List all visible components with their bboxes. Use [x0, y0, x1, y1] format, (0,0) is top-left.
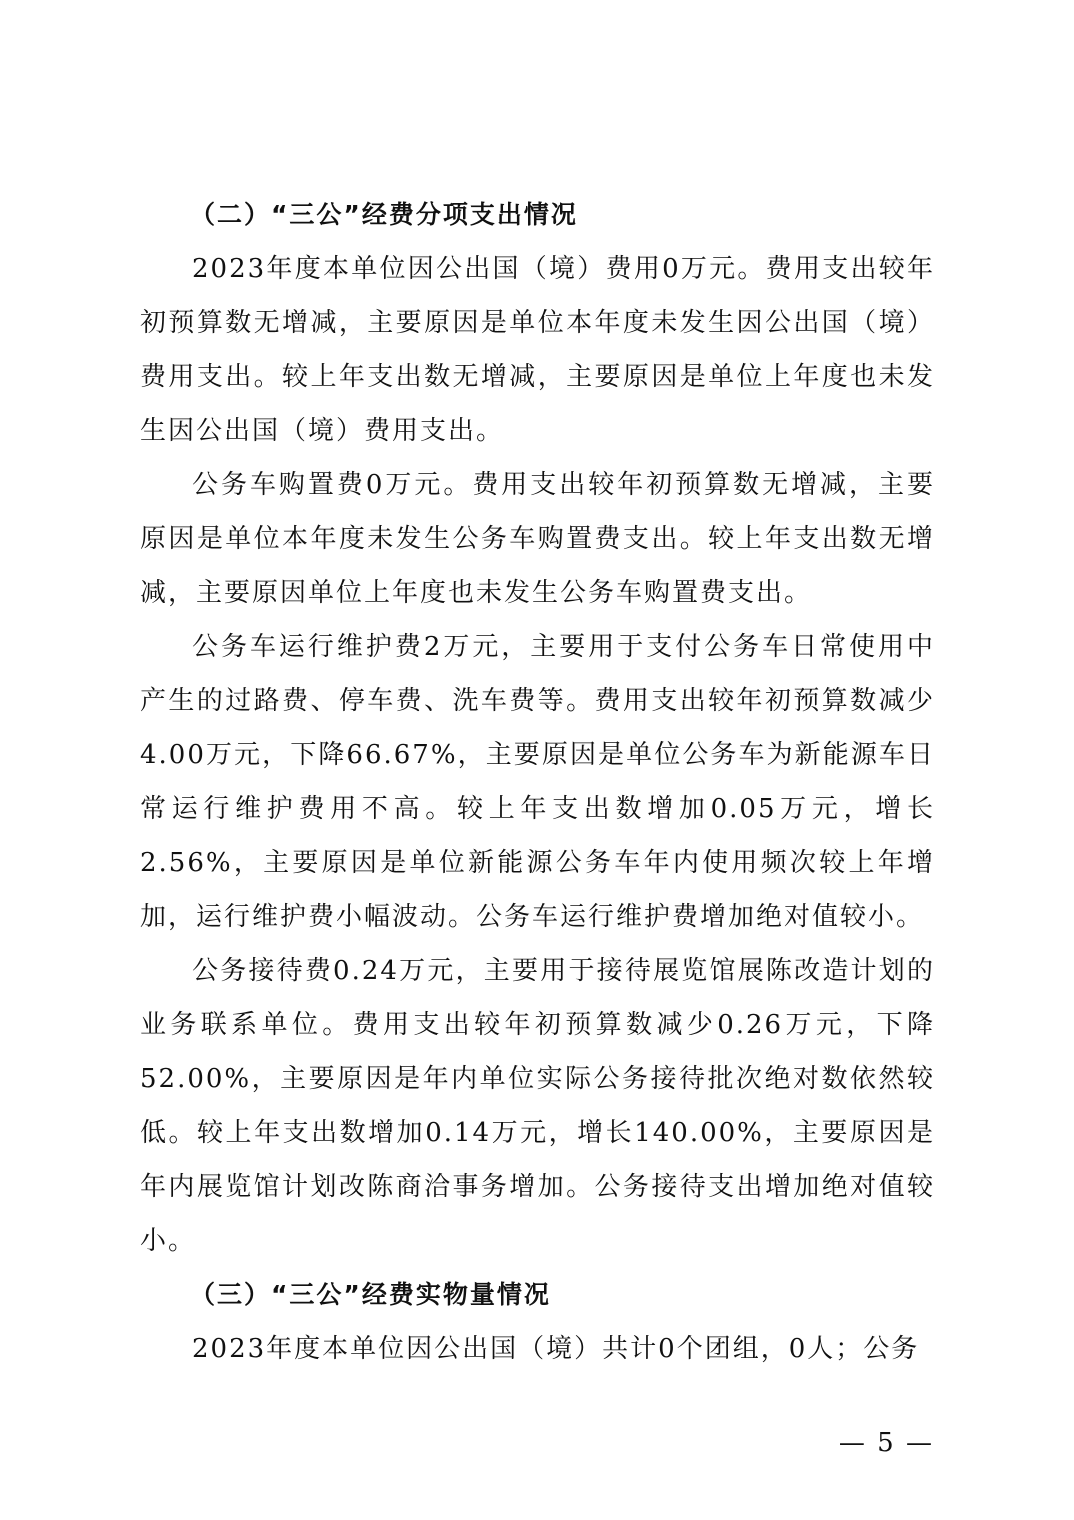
paragraph-vehicle-maintenance: 公务车运行维护费2万元，主要用于支付公务车日常使用中产生的过路费、停车费、洗车费等。费用支出较年初预算数减少4.00万元，下降66.67%，主要原因是单位公务车为新能源车日常运行维护费用不高。较上年支出数增加0.05万元，增长2.56%，主要原因是单位新能源公务车年内使用频次较上年增加，运行维护费小幅波动。公务车运行维护费增加绝对值较小。 — [140, 632, 935, 932]
section-two-heading: （二）“三公”经费分项支出情况 — [190, 200, 578, 229]
page-number: — 5 — — [838, 1428, 934, 1458]
section-three-heading: （三）“三公”经费实物量情况 — [190, 1280, 551, 1309]
paragraph-abroad-expense: 2023年度本单位因公出国（境）费用0万元。费用支出较年初预算数无增减，主要原因是单位本年度未发生因公出国（境）费用支出。较上年支出数无增减，主要原因是单位上年度也未发生因公出国（境）费用支出。 — [140, 254, 935, 446]
paragraph-reception-expense: 公务接待费0.24万元，主要用于接待展览馆展陈改造计划的业务联系单位。费用支出较年初预算数减少0.26万元，下降52.00%，主要原因是年内单位实际公务接待批次绝对数依然较低。较上年支出数增加0.14万元，增长140.00%，主要原因是年内展览馆计划改陈商洽事务增加。公务接待支出增加绝对值较小。 — [140, 956, 935, 1256]
paragraph-vehicle-purchase: 公务车购置费0万元。费用支出较年初预算数无增减，主要原因是单位本年度未发生公务车购置费支出。较上年支出数无增减，主要原因单位上年度也未发生公务车购置费支出。 — [140, 470, 935, 608]
paragraph-physical-quantity: 2023年度本单位因公出国（境）共计0个团组，0人；公务 — [192, 1334, 920, 1364]
document-body — [140, 188, 935, 1376]
